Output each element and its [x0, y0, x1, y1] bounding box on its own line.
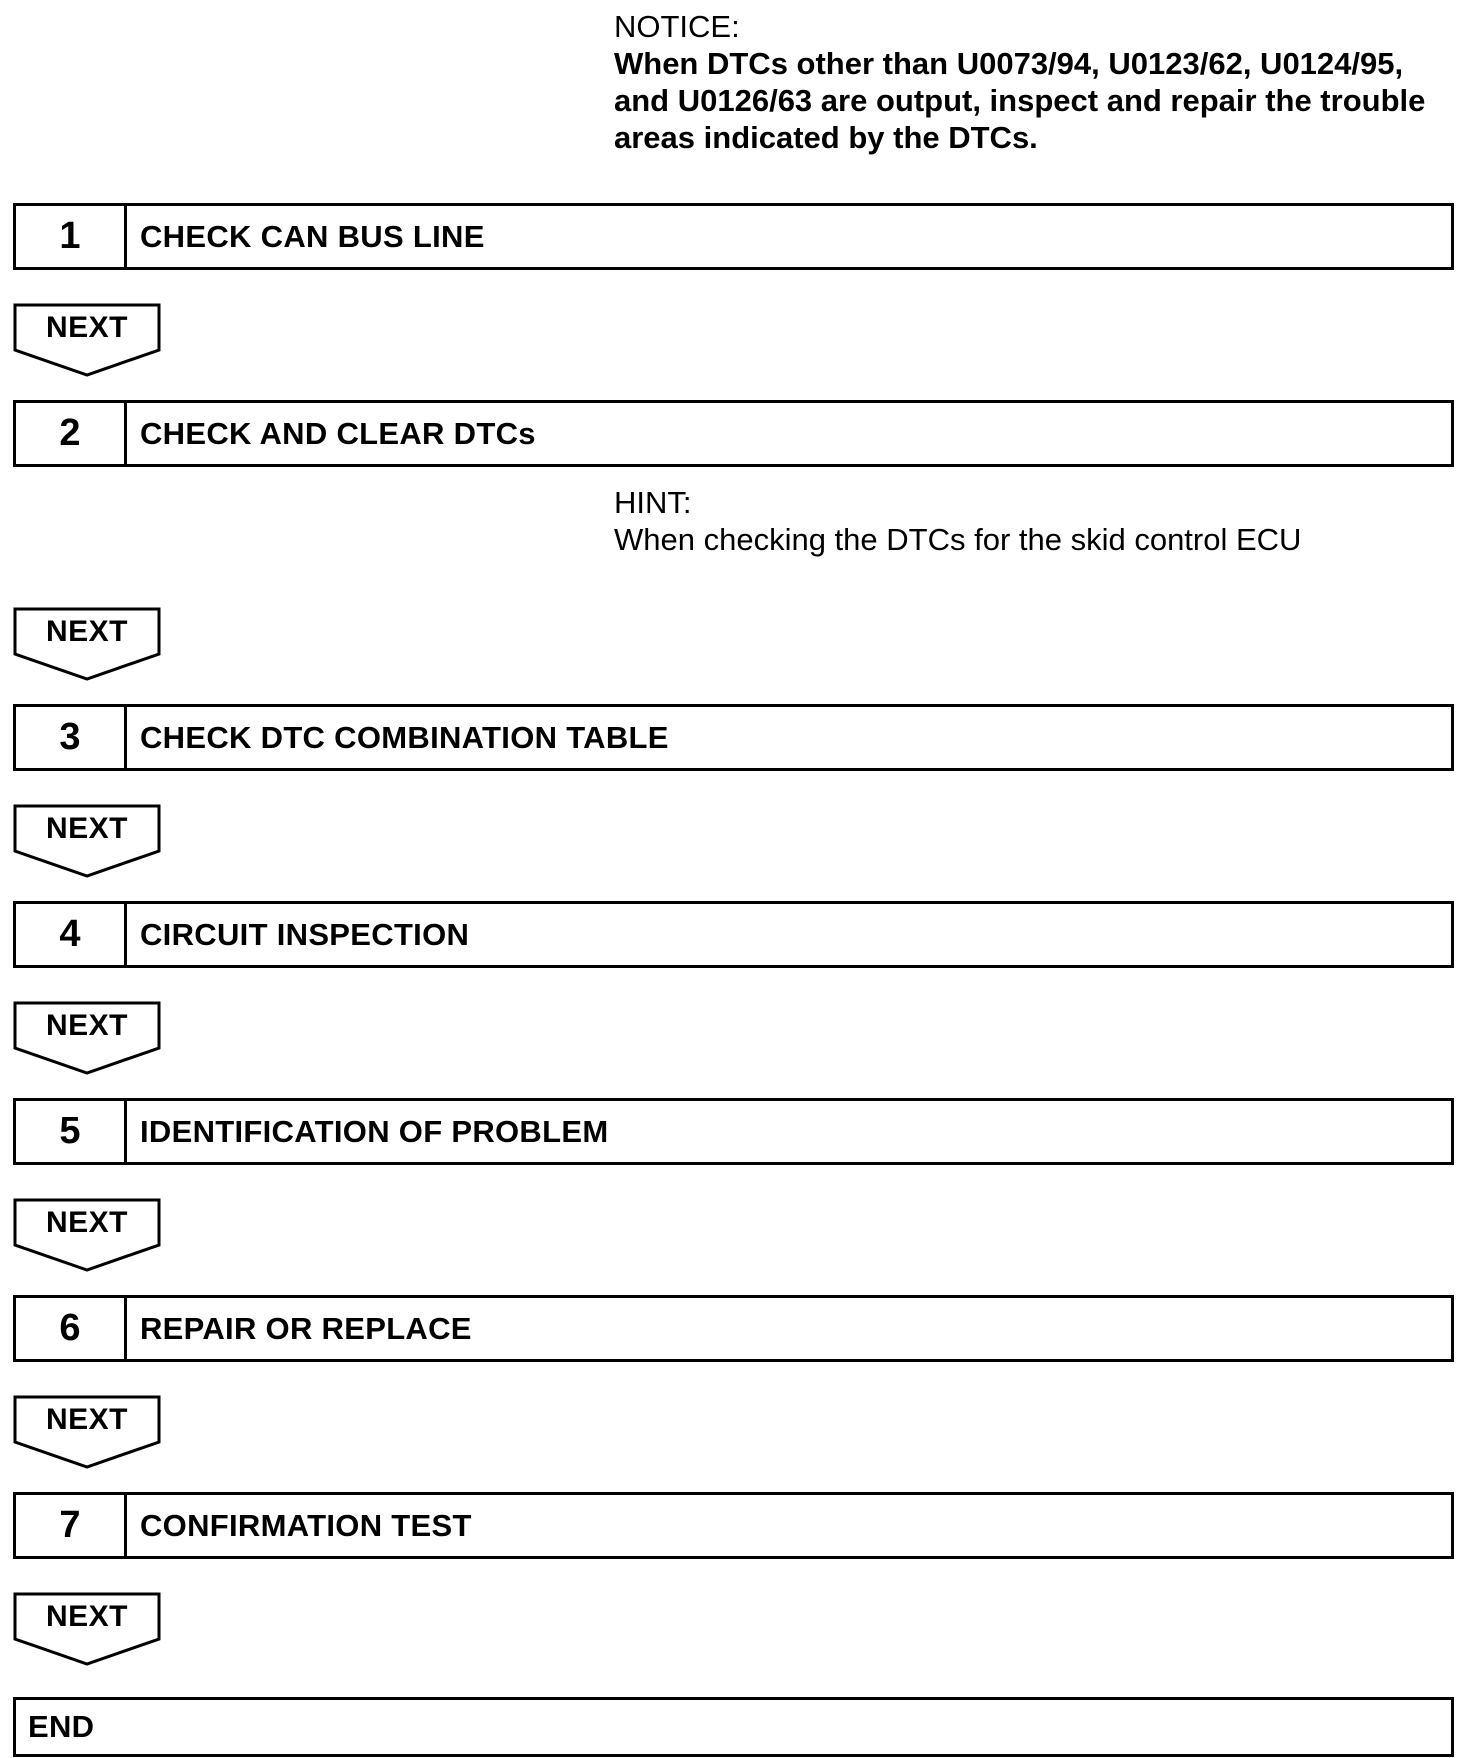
notice-title: NOTICE:: [614, 9, 740, 44]
next-label: NEXT: [45, 1206, 128, 1239]
step-4-box: [13, 901, 1454, 968]
next-arrow: [13, 607, 161, 681]
notice-line: areas indicated by the DTCs.: [614, 120, 1038, 155]
step-2-box: [13, 400, 1454, 467]
next-label: NEXT: [45, 812, 128, 845]
next-label: NEXT: [45, 1600, 128, 1633]
next-arrow: [13, 804, 161, 878]
step-number: 2: [16, 403, 127, 464]
next-label: NEXT: [45, 615, 128, 648]
step-number: 3: [16, 707, 127, 768]
hint-title: HINT:: [614, 485, 692, 520]
step-label: CHECK CAN BUS LINE: [140, 218, 485, 254]
step-number: 4: [16, 904, 127, 965]
step-label: REPAIR OR REPLACE: [140, 1310, 472, 1346]
notice-line: When DTCs other than U0073/94, U0123/62, U0124/95,: [614, 46, 1404, 81]
hint-block: [614, 484, 1454, 558]
step-label: CHECK AND CLEAR DTCs: [140, 415, 536, 451]
next-arrow: [13, 1001, 161, 1075]
step-label: IDENTIFICATION OF PROBLEM: [140, 1113, 609, 1149]
next-arrow: [13, 1198, 161, 1272]
step-5-box: [13, 1098, 1454, 1165]
step-number: 5: [16, 1101, 127, 1162]
step-number: 6: [16, 1298, 127, 1359]
step-number: 7: [16, 1495, 127, 1556]
step-7-box: [13, 1492, 1454, 1559]
notice-line: and U0126/63 are output, inspect and repair the trouble: [614, 83, 1426, 118]
next-label: NEXT: [45, 311, 128, 344]
step-number: 1: [16, 206, 127, 267]
step-3-box: [13, 704, 1454, 771]
end-box: [13, 1697, 1454, 1757]
step-label: CIRCUIT INSPECTION: [140, 916, 470, 952]
step-label: CHECK DTC COMBINATION TABLE: [140, 719, 669, 755]
notice-block: [614, 8, 1454, 156]
next-label: NEXT: [45, 1009, 128, 1042]
end-label: END: [28, 1709, 95, 1744]
next-arrow: [13, 303, 161, 377]
next-label: NEXT: [45, 1403, 128, 1436]
step-1-box: [13, 203, 1454, 270]
next-arrow: [13, 1395, 161, 1469]
next-arrow: [13, 1592, 161, 1666]
step-6-box: [13, 1295, 1454, 1362]
step-label: CONFIRMATION TEST: [140, 1507, 472, 1543]
hint-text: When checking the DTCs for the skid control ECU: [614, 522, 1302, 557]
